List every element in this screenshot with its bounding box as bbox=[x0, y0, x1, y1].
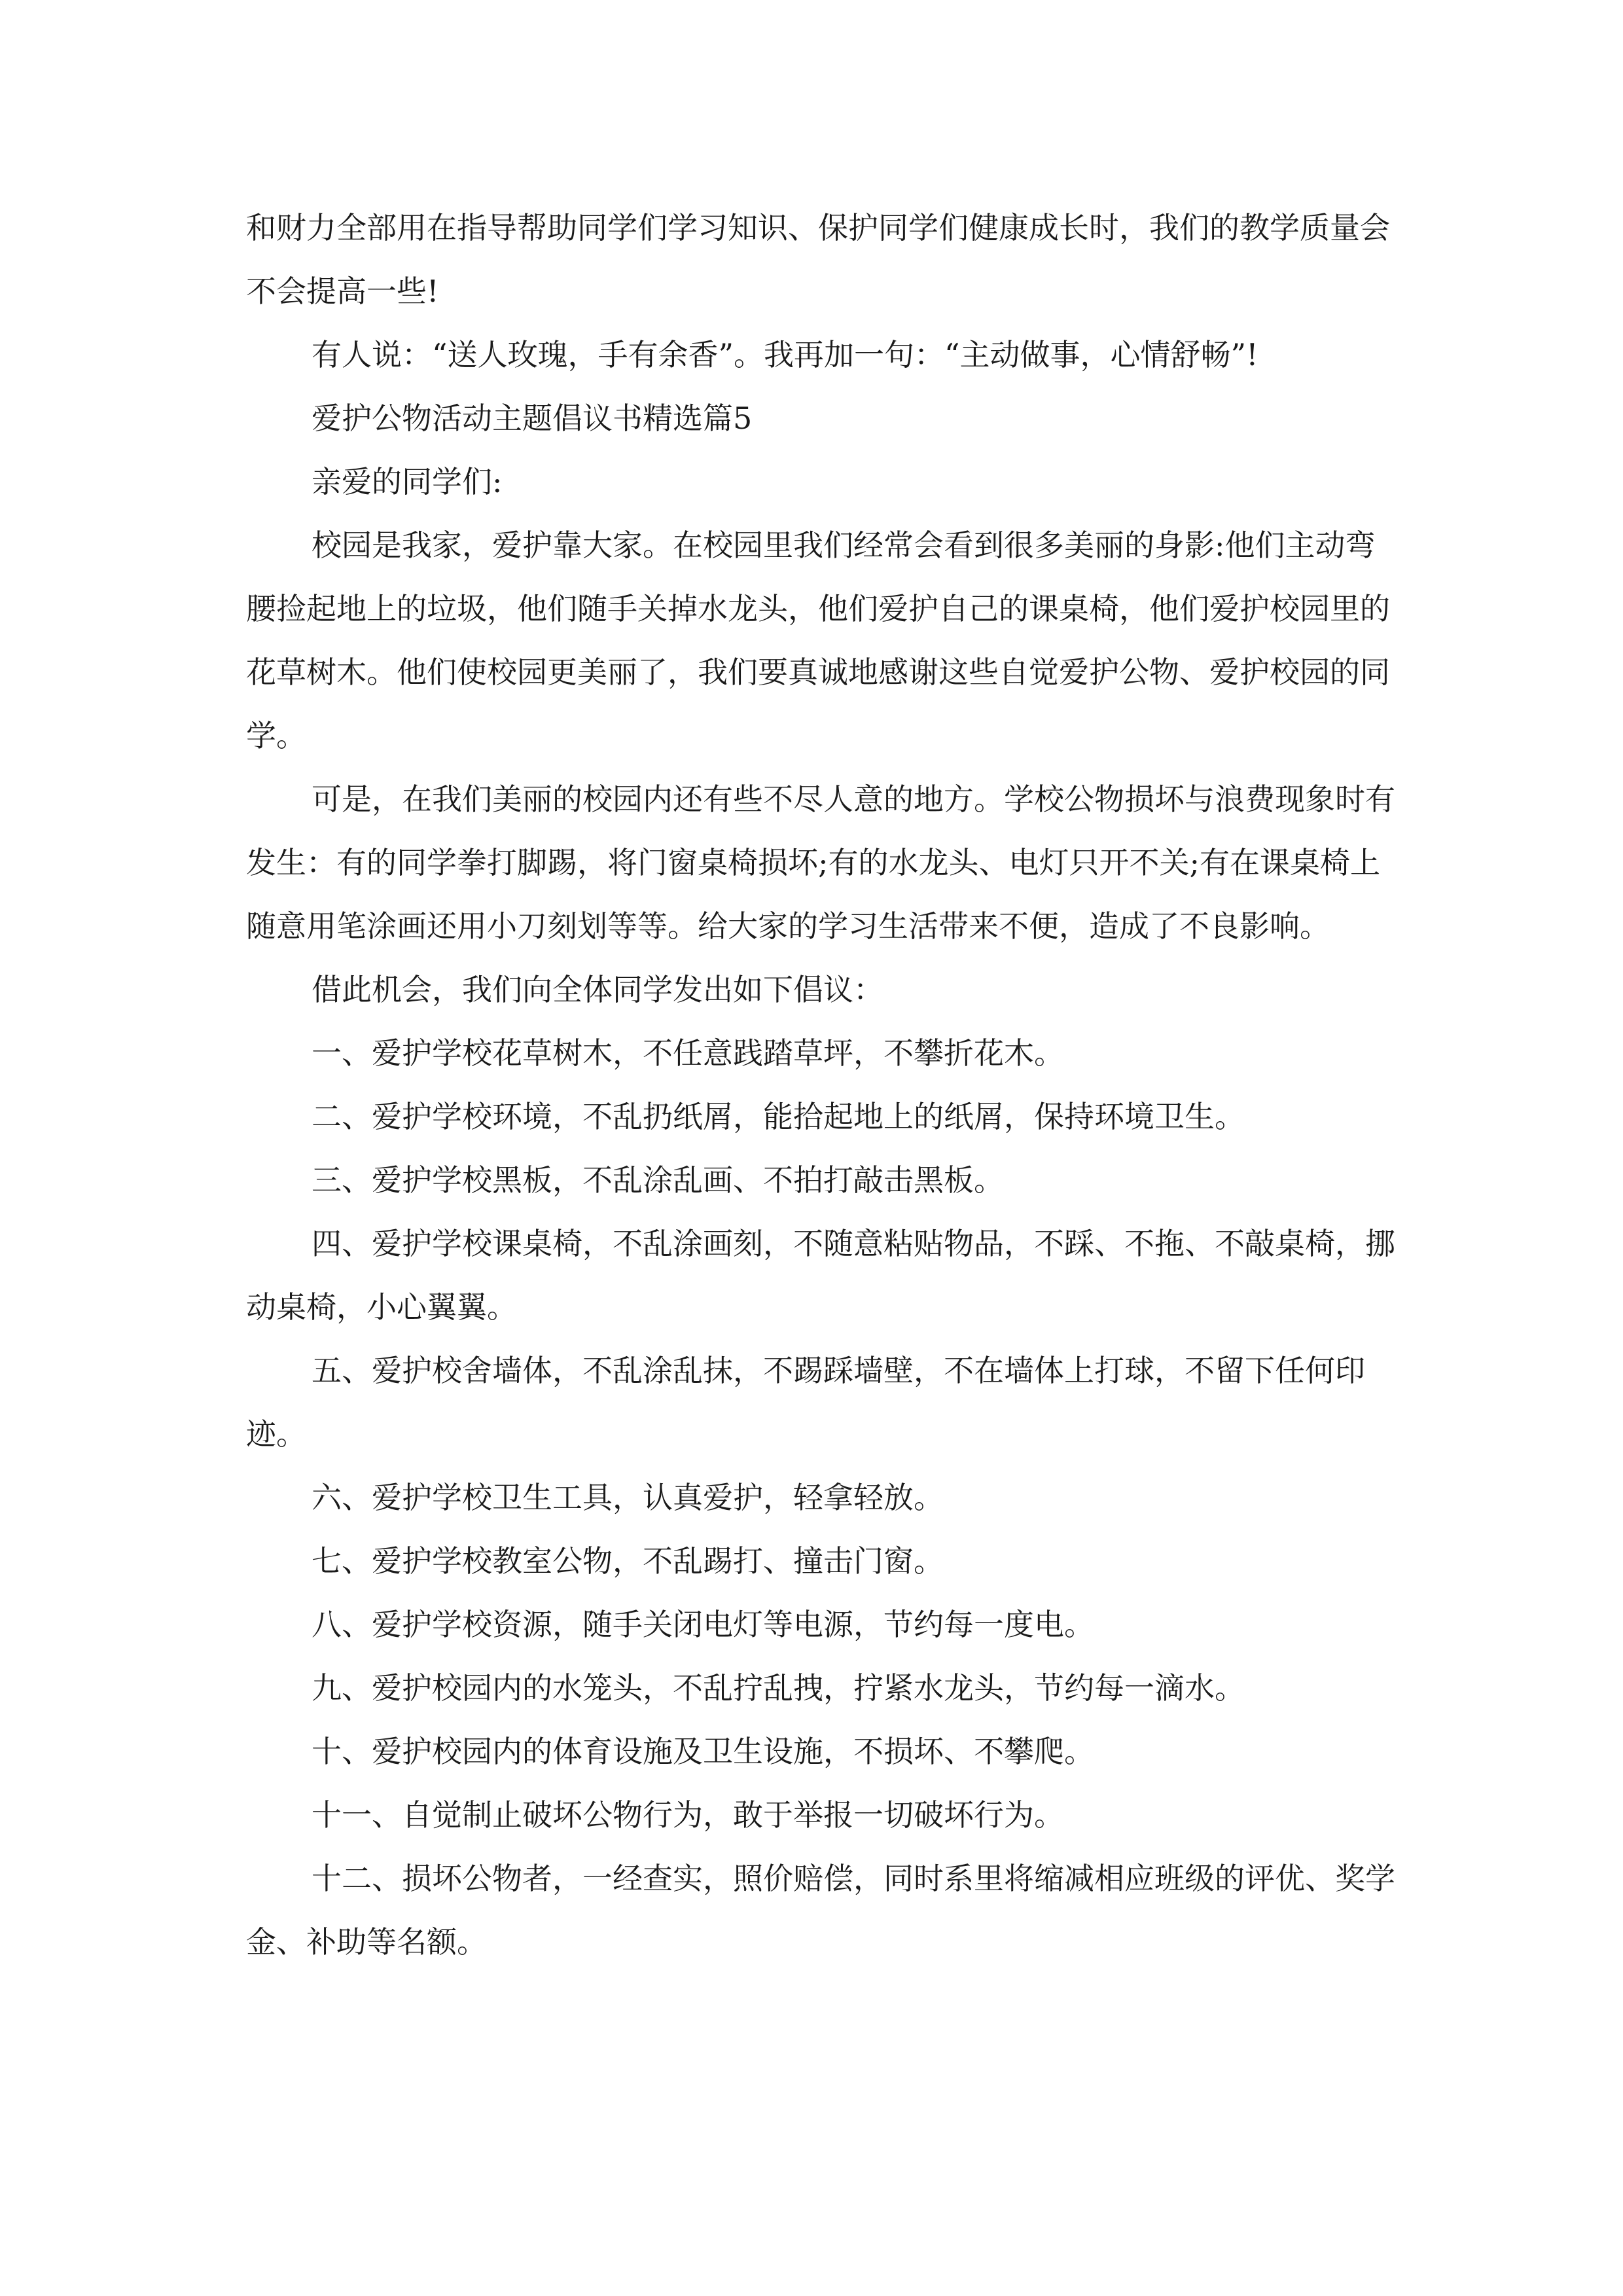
paragraph-intro: 校园是我家，爱护靠大家。在校园里我们经常会看到很多美丽的身影:他们主动弯腰捡起地上的垃圾，他们随手关掉水龙头，他们爱护自己的课桌椅，他们爱护校园里的花草树木。他们使校园更美丽了，我们要真诚地感谢这些自觉爱护公物、爱护校园的同学。 bbox=[246, 528, 1390, 753]
proposal-item-11: 十一、自觉制止破坏公物行为，敢于举报一切破坏行为。 bbox=[312, 1797, 1064, 1833]
paragraph-continuation: 和财力全部用在指导帮助同学们学习知识、保护同学们健康成长时，我们的教学质量会不会提高一些! bbox=[246, 210, 1390, 309]
proposal-item-10: 十、爱护校园内的体育设施及卫生设施，不损坏、不攀爬。 bbox=[312, 1734, 1094, 1769]
proposal-item-1: 一、爱护学校花草树木，不任意践踏草坪，不攀折花木。 bbox=[312, 1035, 1064, 1071]
proposal-item-4: 四、爱护学校课桌椅，不乱涂画刻，不随意粘贴物品，不踩、不拖、不敲桌椅，挪动桌椅，小心翼翼。 bbox=[246, 1226, 1395, 1325]
paragraph-problem: 可是，在我们美丽的校园内还有些不尽人意的地方。学校公物损坏与浪费现象时有发生：有的同学拳打脚踢，将门窗桌椅损坏;有的水龙头、电灯只开不关;有在课桌椅上随意用笔涂画还用小刀刻划等等。给大家的学习生活带来不便，造成了不良影响。 bbox=[246, 781, 1395, 944]
salutation: 亲爱的同学们: bbox=[312, 464, 503, 499]
proposal-item-2: 二、爱护学校环境，不乱扔纸屑，能拾起地上的纸屑，保持环境卫生。 bbox=[312, 1099, 1245, 1134]
proposal-item-12: 十二、损坏公物者，一经查实，照价赔偿，同时系里将缩减相应班级的评优、奖学金、补助等名额。 bbox=[246, 1861, 1395, 1960]
proposal-item-7: 七、爱护学校教室公物，不乱踢打、撞击门窗。 bbox=[312, 1543, 944, 1579]
proposal-item-6: 六、爱护学校卫生工具，认真爱护，轻拿轻放。 bbox=[312, 1480, 944, 1515]
proposal-item-3: 三、爱护学校黑板，不乱涂乱画、不拍打敲击黑板。 bbox=[312, 1162, 1004, 1198]
paragraph-proposal-lead: 借此机会，我们向全体同学发出如下倡议： bbox=[312, 972, 883, 1007]
proposal-item-8: 八、爱护学校资源，随手关闭电灯等电源，节约每一度电。 bbox=[312, 1607, 1094, 1642]
section-heading: 爱护公物活动主题倡议书精选篇5 bbox=[312, 401, 753, 436]
document-body bbox=[246, 196, 1398, 1974]
paragraph-quote: 有人说：“送人玫瑰，手有余香”。我再加一句：“主动做事，心情舒畅”! bbox=[312, 337, 1258, 372]
proposal-item-5: 五、爱护校舍墙体，不乱涂乱抹，不踢踩墙壁，不在墙体上打球，不留下任何印迹。 bbox=[246, 1353, 1365, 1452]
proposal-item-9: 九、爱护校园内的水笼头，不乱拧乱拽，拧紧水龙头，节约每一滴水。 bbox=[312, 1670, 1245, 1706]
